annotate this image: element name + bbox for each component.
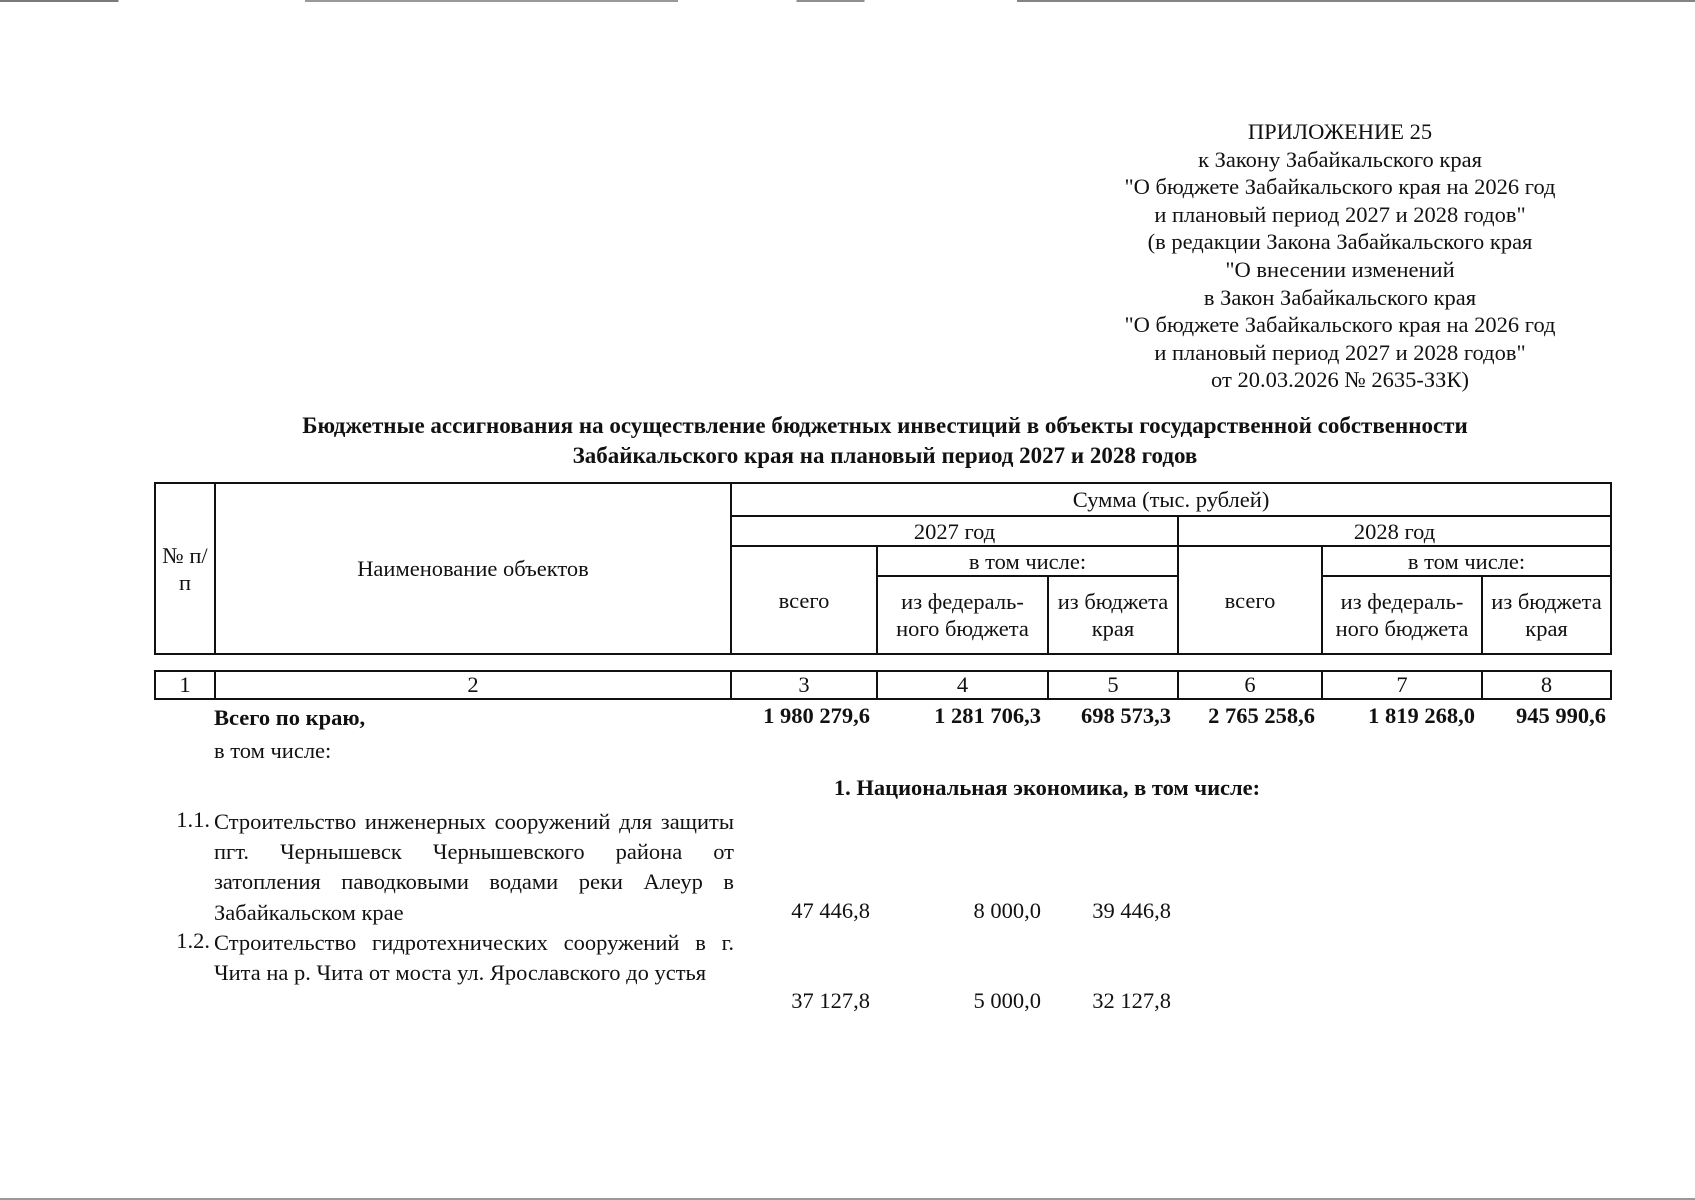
row-number: 1.1. <box>176 807 210 832</box>
row-name: Строительство гидротехнических сооружений в г. Чита на р. Чита от моста ул. Ярославского до устья <box>214 930 734 986</box>
column-number: 3 <box>731 671 877 699</box>
row-name: Строительство инженерных сооружений для защиты пгт. Чернышевск Чернышевского района от затопления паводковыми водами реки Алеур в Забайкальском крае <box>214 809 734 925</box>
column-number: 8 <box>1482 671 1611 699</box>
column-number: 6 <box>1178 671 1322 699</box>
appendix-header <box>1080 118 1600 394</box>
header-regional-2028: из бюджета края <box>1482 576 1611 654</box>
appendix-line: "О бюджете Забайкальского края на 2026 год <box>1124 312 1556 338</box>
row-2027-all: 47 446,8 <box>791 898 870 923</box>
row-2027-federal: 8 000,0 <box>973 898 1041 923</box>
column-number: 4 <box>877 671 1048 699</box>
header-including-2028: в том числе: <box>1322 546 1611 576</box>
appendix-line: и плановый период 2027 и 2028 годов" <box>1154 201 1526 227</box>
row-2027-federal: 5 000,0 <box>973 988 1041 1013</box>
header-total-2027: всего <box>731 546 877 654</box>
appendix-line: "О внесении изменений <box>1225 256 1455 282</box>
header-including-2027: в том числе: <box>877 546 1178 576</box>
row-2027-regional: 32 127,8 <box>1092 988 1171 1013</box>
header-regional-2027: из бюджета края <box>1048 576 1178 654</box>
title-line-1: Бюджетные ассигнования на осуществление бюджетных инвестиций в объекты государственной собственности <box>302 413 1468 438</box>
appendix-line: к Закону Забайкальского края <box>1198 146 1482 172</box>
total-sublabel: в том числе: <box>214 738 332 763</box>
total-2027-federal: 1 281 706,3 <box>934 703 1041 728</box>
column-number: 2 <box>215 671 731 699</box>
title-line-2: Забайкальского края на плановый период 2027 и 2028 годов <box>572 443 1198 468</box>
column-number: 5 <box>1048 671 1178 699</box>
header-federal-2028: из федераль-ного бюджета <box>1322 576 1482 654</box>
appendix-line: от 20.03.2026 № 2635-ЗЗК) <box>1211 367 1469 393</box>
appendix-line: "О бюджете Забайкальского края на 2026 год <box>1124 174 1556 200</box>
header-federal-2027: из федераль-ного бюджета <box>877 576 1048 654</box>
header-year-2027: 2027 год <box>731 516 1178 546</box>
column-number: 1 <box>155 671 215 699</box>
column-numbers-row <box>154 670 1612 700</box>
total-2028-regional: 945 990,6 <box>1516 703 1606 728</box>
header-total-2028: всего <box>1178 546 1322 654</box>
row-2027-all: 37 127,8 <box>791 988 870 1013</box>
appendix-line: ПРИЛОЖЕНИЕ 25 <box>1247 119 1433 144</box>
header-num: № п/п <box>155 483 215 654</box>
section-title: 1. Национальная экономика, в том числе: <box>833 775 1261 800</box>
appendix-line: в Закон Забайкальского края <box>1203 284 1477 310</box>
document-title <box>160 411 1610 471</box>
header-year-2028: 2028 год <box>1178 516 1611 546</box>
budget-table-header <box>154 482 1612 655</box>
scan-edge-top <box>0 0 1695 2</box>
header-name: Наименование объектов <box>215 483 731 654</box>
appendix-line: (в редакции Закона Забайкальского края <box>1147 229 1533 255</box>
row-2027-regional: 39 446,8 <box>1092 898 1171 923</box>
total-2028-federal: 1 819 268,0 <box>1368 703 1475 728</box>
total-2027-regional: 698 573,3 <box>1081 703 1171 728</box>
total-2028-all: 2 765 258,6 <box>1208 703 1315 728</box>
column-number: 7 <box>1322 671 1482 699</box>
appendix-line: и плановый период 2027 и 2028 годов" <box>1154 339 1526 365</box>
header-sum: Сумма (тыс. рублей) <box>731 483 1611 516</box>
row-number: 1.2. <box>176 928 210 953</box>
total-2027-all: 1 980 279,6 <box>763 703 870 728</box>
total-label: Всего по краю, <box>214 705 366 730</box>
